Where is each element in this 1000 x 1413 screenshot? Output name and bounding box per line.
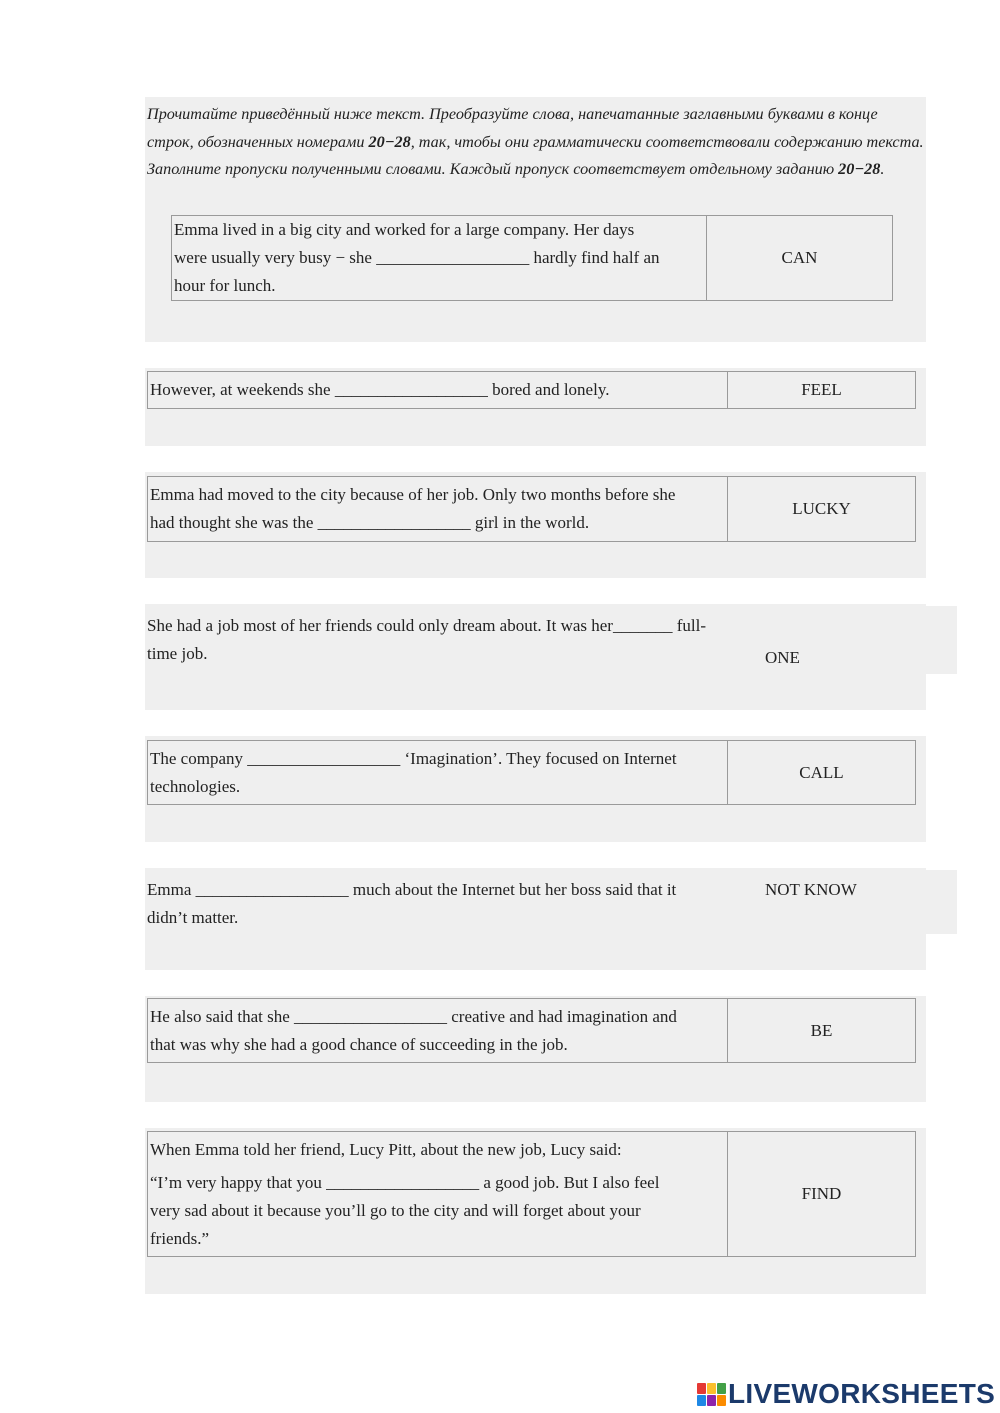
task-panel-6-side <box>926 870 957 934</box>
liveworksheets-logo-text: LIVEWORKSHEETS <box>728 1378 996 1409</box>
task-line: He also said that she __________________ creative and had imagination and <box>150 1006 677 1026</box>
task-sentence <box>148 999 728 1063</box>
task-table-3 <box>147 476 916 542</box>
logo-block <box>707 1383 716 1394</box>
instructions <box>147 101 925 184</box>
logo-block <box>707 1395 716 1406</box>
instructions-text-3: . <box>880 160 885 179</box>
task-sentence <box>148 1132 728 1257</box>
task-line: She had a job most of her friends could only dream about. It was her_______ full- <box>147 616 706 635</box>
task-line: technologies. <box>150 776 241 796</box>
task-keyword: CAN <box>707 216 893 301</box>
instructions-range-1: 20−28 <box>368 132 411 151</box>
task-line: that was why she had a good chance of succeeding in the job. <box>150 1034 568 1054</box>
task-line: didn’t matter. <box>147 908 239 927</box>
task-line: Emma lived in a big city and worked for a large company. Her days <box>174 220 635 239</box>
liveworksheets-logo-icon <box>697 1383 726 1406</box>
task-sentence <box>172 216 707 301</box>
task-line: Emma __________________ much about the Internet but her boss said that it <box>147 880 677 899</box>
task-sentence <box>148 477 728 542</box>
instructions-text-1: Прочитайте приведённый ниже текст. Преобразуйте слова, напечатанные заглавными буквами в конце строк, обозначенных номерами <box>147 105 878 151</box>
task-keyword-6: NOT KNOW <box>765 880 857 899</box>
task-keyword: CALL <box>728 741 916 805</box>
task-sentence <box>148 741 728 805</box>
task-line: “I’m very happy that you __________________ a good job. But I also feel <box>150 1172 660 1192</box>
task-table-7 <box>147 998 916 1063</box>
task-keyword-4: ONE <box>765 648 800 667</box>
instructions-text-2: , так, чтобы они грамматически соответствовали содержанию текста. Заполните пропуски полученными словами. Каждый пропуск соответствует отдельному заданию <box>147 132 924 179</box>
instructions-range-2: 20−28 <box>838 160 881 179</box>
logo-block <box>697 1395 706 1406</box>
task-table-2 <box>147 371 916 409</box>
logo-block <box>717 1383 726 1394</box>
task-line: Emma had moved to the city because of her job. Only two months before she <box>150 485 676 504</box>
task-keyword: FEEL <box>728 372 916 409</box>
task-table-1 <box>171 215 893 301</box>
task-line: had thought she was the __________________ girl in the world. <box>150 513 590 532</box>
task-keyword: FIND <box>728 1132 916 1257</box>
task-keyword: LUCKY <box>728 477 916 542</box>
task-line: The company __________________ ‘Imagination’. They focused on Internet <box>150 748 677 768</box>
task-sentence <box>148 372 728 409</box>
task-line: However, at weekends she __________________ bored and lonely. <box>150 380 610 399</box>
task-sentence-6 <box>147 876 747 932</box>
task-panel-4-side <box>926 606 957 674</box>
task-line: very sad about it because you’ll go to the city and will forget about your <box>150 1200 641 1220</box>
task-sentence-4 <box>147 612 762 668</box>
liveworksheets-logo <box>697 1376 995 1412</box>
task-line: were usually very busy − she __________________ hardly find half an <box>174 248 660 267</box>
task-line: time job. <box>147 644 208 663</box>
task-line: When Emma told her friend, Lucy Pitt, about the new job, Lucy said: <box>150 1139 622 1159</box>
task-line: hour for lunch. <box>174 276 276 295</box>
task-line: friends.” <box>150 1228 210 1248</box>
logo-block <box>717 1395 726 1406</box>
task-table-8 <box>147 1131 916 1257</box>
task-table-5 <box>147 740 916 805</box>
logo-block <box>697 1383 706 1394</box>
task-keyword: BE <box>728 999 916 1063</box>
